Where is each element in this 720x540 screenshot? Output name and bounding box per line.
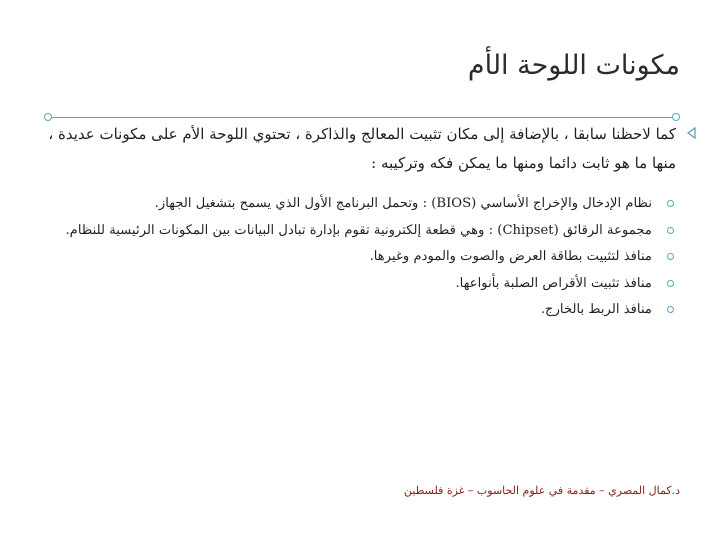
list-item [0, 218, 720, 245]
circle-bullet-icon [667, 306, 674, 313]
list-item [0, 297, 720, 324]
components-list [0, 191, 720, 324]
circle-bullet-icon [667, 253, 674, 260]
list-item-text: منافذ لتثبيت بطاقة العرض والصوت والمودم وغيرها. [369, 249, 652, 264]
list-item [0, 244, 720, 271]
list-item-text: مجموعة الرقائق (Chipset) : وهي قطعة إلكترونية تقوم بإدارة تبادل البيانات بين المكونات الرئيسية للنظام. [65, 222, 652, 238]
list-item-text: نظام الإدخال والإخراج الأساسي (BIOS) : وتحمل البرنامج الأول الذي يسمح بتشغيل الجهاز. [154, 196, 652, 211]
slide-footer: د.كمال المصري – مقدمة في علوم الحاسوب – غزة فلسطين [403, 484, 680, 497]
title-divider [50, 117, 674, 118]
circle-bullet-icon [667, 227, 674, 234]
circle-bullet-icon [667, 280, 674, 287]
slide-title: مكونات اللوحة الأم [467, 50, 680, 81]
list-item [0, 271, 720, 298]
intro-paragraph: كما لاحظنا سابقا ، بالإضافة إلى مكان تثبيت المعالج والذاكرة ، تحتوي اللوحة الأم على مكونات عديدة ، منها ما هو ثابت دائما ومنها ما يمكن فكه وتركيبه : [48, 125, 676, 172]
list-item-text: منافذ تثبيت الأقراص الصلبة بأنواعها. [455, 275, 652, 291]
triangle-bullet-icon [686, 127, 696, 139]
list-item-text: منافذ الربط بالخارج. [540, 302, 652, 317]
list-item [0, 191, 720, 218]
circle-bullet-icon [667, 200, 674, 207]
